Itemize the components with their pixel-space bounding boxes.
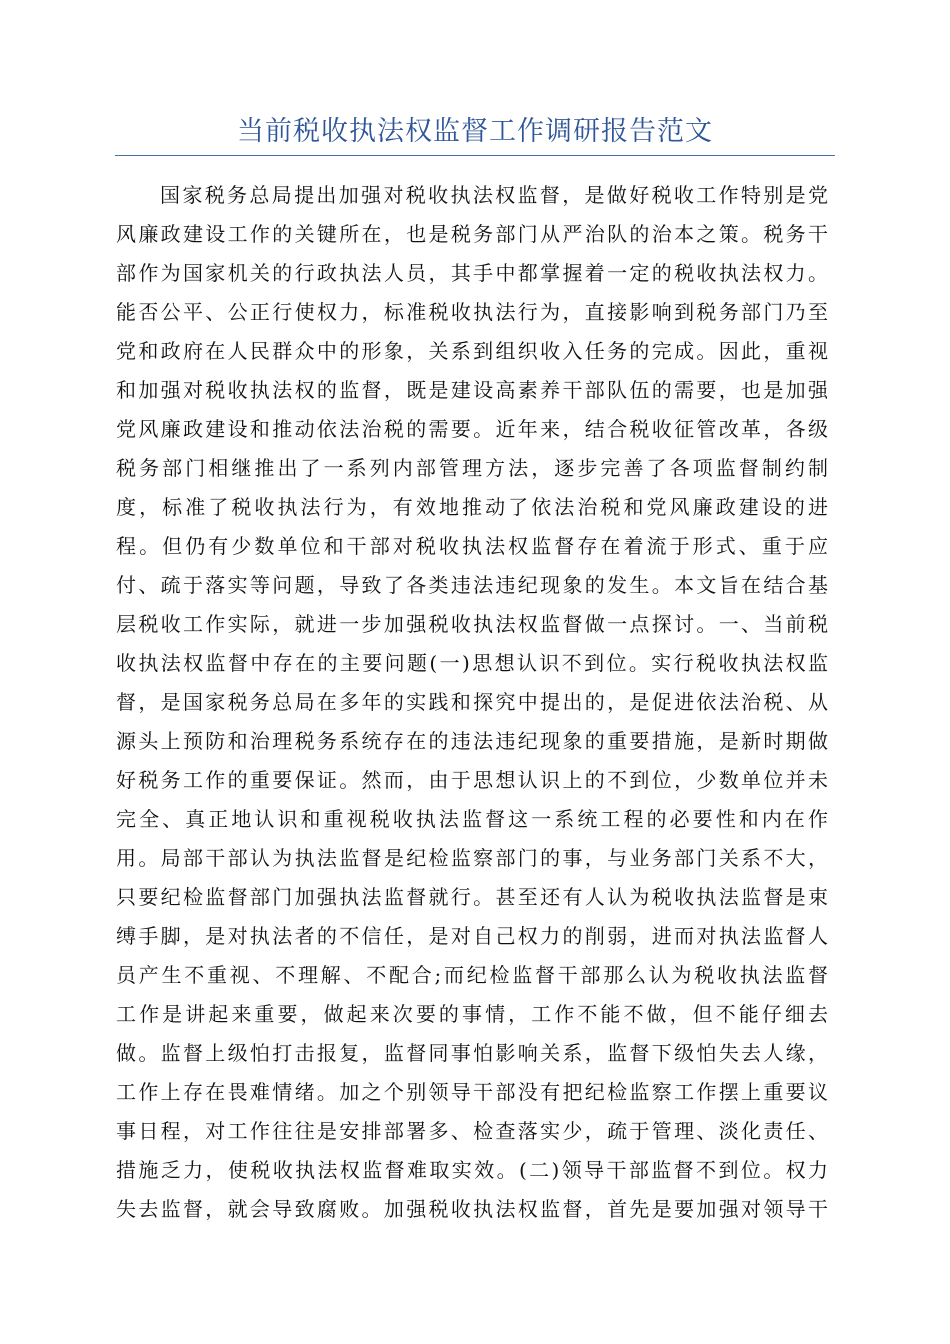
text-line: 部作为国家机关的行政执法人员，其手中都掌握着一定的税收执法权力。 xyxy=(116,261,828,285)
text-line: 用。局部干部认为执法监督是纪检监察部门的事，与业务部门关系不大， xyxy=(116,846,828,870)
text-line: 督，是国家税务总局在多年的实践和探究中提出的，是促进依法治税、从 xyxy=(116,690,828,714)
text-line: 缚手脚，是对执法者的不信任，是对自己权力的削弱，进而对执法监督人 xyxy=(116,924,828,948)
text-line: 国家税务总局提出加强对税收执法权监督，是做好税收工作特别是党 xyxy=(160,183,828,207)
text-line: 税务部门相继推出了一系列内部管理方法，逐步完善了各项监督制约制 xyxy=(116,456,828,480)
text-line: 层税收工作实际，就进一步加强税收执法权监督做一点探讨。一、当前税 xyxy=(116,612,828,636)
body-paragraph xyxy=(116,176,828,1229)
text-line: 党和政府在人民群众中的形象，关系到组织收入任务的完成。因此，重视 xyxy=(116,339,828,363)
text-line: 事日程，对工作往往是安排部署多、检查落实少，疏于管理、淡化责任、 xyxy=(116,1119,828,1143)
text-line: 程。但仍有少数单位和干部对税收执法权监督存在着流于形式、重于应 xyxy=(116,534,828,558)
document-title: 当前税收执法权监督工作调研报告范文 xyxy=(237,116,713,147)
text-line: 失去监督，就会导致腐败。加强税收执法权监督，首先是要加强对领导干 xyxy=(116,1197,828,1221)
text-line: 完全、真正地认识和重视税收执法监督这一系统工程的必要性和内在作 xyxy=(116,807,828,831)
title-underline xyxy=(115,155,835,156)
text-line: 源头上预防和治理税务系统存在的违法违纪现象的重要措施，是新时期做 xyxy=(116,729,828,753)
text-line: 风廉政建设工作的关键所在，也是税务部门从严治队的治本之策。税务干 xyxy=(116,222,828,246)
text-line: 做。监督上级怕打击报复，监督同事怕影响关系，监督下级怕失去人缘， xyxy=(116,1041,828,1065)
text-line: 好税务工作的重要保证。然而，由于思想认识上的不到位，少数单位并未 xyxy=(116,768,828,792)
text-line: 收执法权监督中存在的主要问题(一)思想认识不到位。实行税收执法权监 xyxy=(116,651,828,675)
text-line: 只要纪检监督部门加强执法监督就行。甚至还有人认为税收执法监督是束 xyxy=(116,885,828,909)
text-line: 和加强对税收执法权的监督，既是建设高素养干部队伍的需要，也是加强 xyxy=(116,378,828,402)
text-line: 工作是讲起来重要，做起来次要的事情，工作不能不做，但不能仔细去 xyxy=(116,1002,828,1026)
text-line: 措施乏力，使税收执法权监督难取实效。(二)领导干部监督不到位。权力 xyxy=(116,1158,828,1182)
text-line: 能否公平、公正行使权力，标准税收执法行为，直接影响到税务部门乃至 xyxy=(116,300,828,324)
text-line: 工作上存在畏难情绪。加之个别领导干部没有把纪检监察工作摆上重要议 xyxy=(116,1080,828,1104)
text-line: 付、疏于落实等问题，导致了各类违法违纪现象的发生。本文旨在结合基 xyxy=(116,573,828,597)
text-line: 员产生不重视、不理解、不配合;而纪检监督干部那么认为税收执法监督 xyxy=(116,963,828,987)
text-line: 党风廉政建设和推动依法治税的需要。近年来，结合税收征管改革，各级 xyxy=(116,417,828,441)
text-line: 度，标准了税收执法行为，有效地推动了依法治税和党风廉政建设的进 xyxy=(116,495,828,519)
